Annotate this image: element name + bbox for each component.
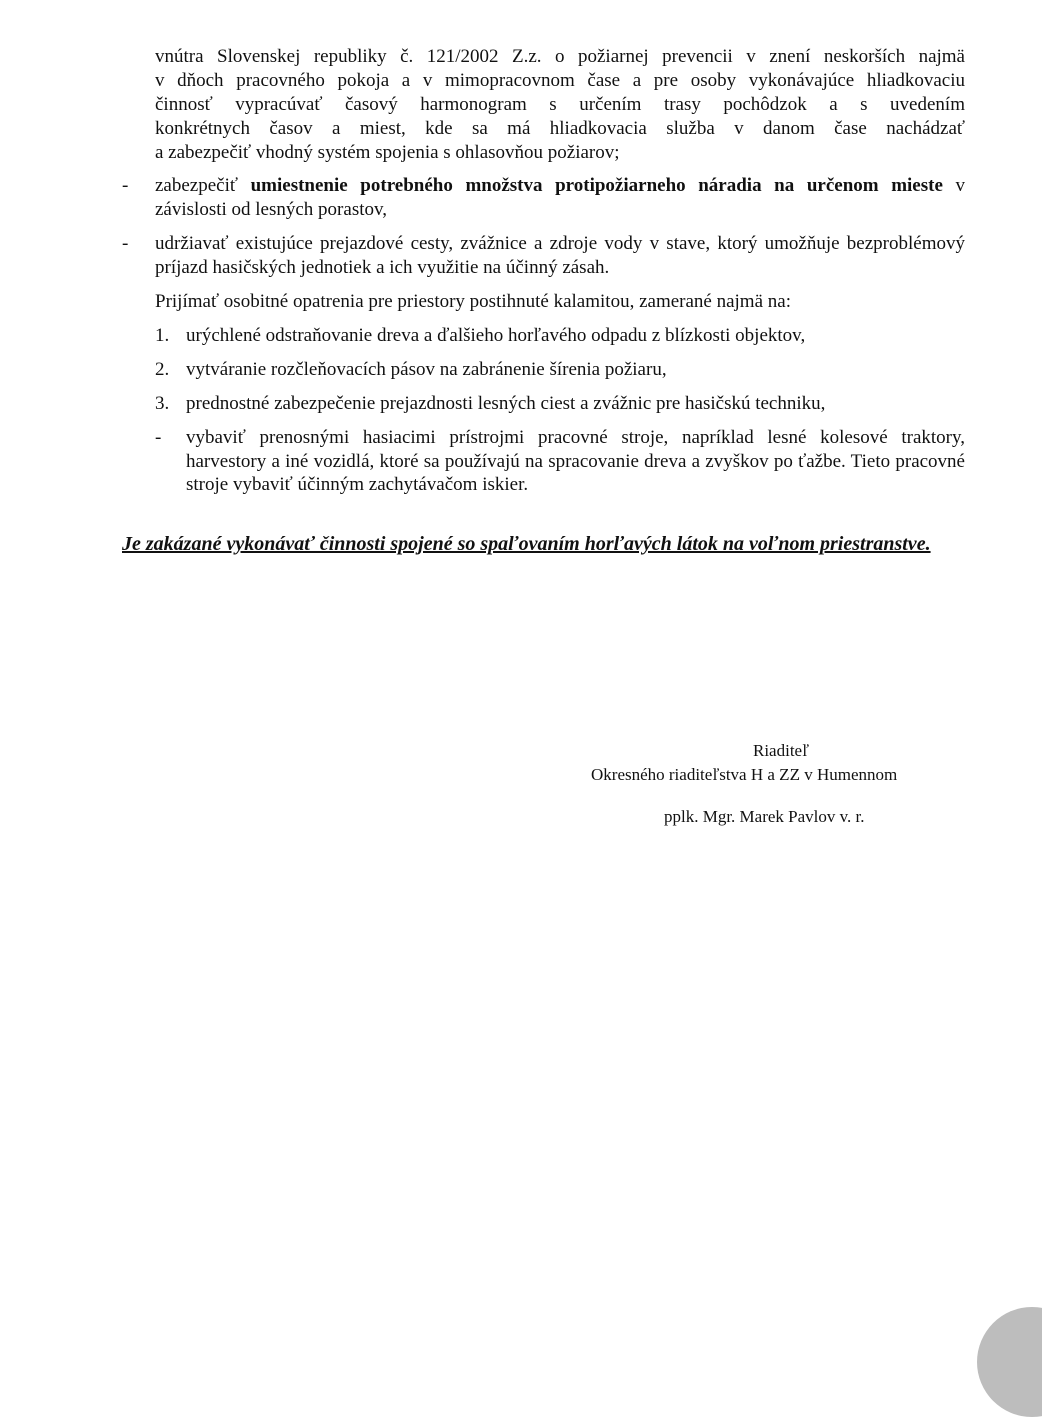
signature-office: Okresného riaditeľstva H a ZZ v Humennom	[591, 765, 898, 784]
list-item: urýchlené odstraňovanie dreva a ďalšieho horľavého odpadu z blízkosti objektov,	[186, 325, 806, 346]
bullet-marker: -	[122, 175, 129, 196]
bullet-prefix: zabezpečiť	[155, 175, 251, 196]
bullet-suffix: v závislosti od lesných porastov,	[155, 175, 965, 220]
list-item-number: 2.	[155, 359, 170, 380]
special-measures-intro: Prijímať osobitné opatrenia pre priestory postihnuté kalamitou, zamerané najmä na:	[155, 291, 791, 312]
list-item-number: 1.	[155, 325, 170, 346]
bullet-item-roads: udržiavať existujúce prejazdové cesty, zvážnice a zdroje vody v stave, ktorý umožňuje bezproblémový príjazd hasičských jednotiek a ich využitie na účinný zásah.	[155, 233, 965, 278]
intro-line: vnútra Slovenskej republiky č. 121/2002 Z.z. o požiarnej prevencii v znení neskorších najmä	[155, 46, 965, 67]
bullet-item-tools	[155, 174, 965, 221]
intro-line: konkrétnych časov a miest, kde sa má hliadkovacia služba v danom čase nachádzať	[155, 118, 965, 139]
intro-line: a zabezpečiť vhodný systém spojenia s ohlasovňou požiarov;	[155, 142, 620, 163]
signature-title: Riaditeľ	[753, 741, 810, 760]
burning-prohibition-notice: Je zakázané vykonávať činnosti spojené so spaľovaním horľavých látok na voľnom priestranstve.	[122, 533, 931, 555]
intro-line: činnosť vypracúvať časový harmonogram s určením trasy pochôdzok a s uvedením	[155, 94, 965, 115]
list-item: prednostné zabezpečenie prejazdnosti lesných ciest a zvážnic pre hasičskú techniku,	[186, 393, 826, 414]
bullet-marker: -	[155, 427, 162, 448]
list-item: vytváranie rozčleňovacích pásov na zabránenie šírenia požiaru,	[186, 359, 667, 380]
page-corner-shadow	[977, 1307, 1042, 1417]
bullet-marker: -	[122, 233, 129, 254]
bullet-bold-text: umiestnenie potrebného množstva protipožiarneho náradia na určenom mieste	[250, 175, 943, 196]
list-item-number: 3.	[155, 393, 170, 414]
bullet-item-machines: vybaviť prenosnými hasiacimi prístrojmi pracovné stroje, napríklad lesné kolesové traktory, harvestory a iné vozidlá, ktoré sa používajú na spracovanie dreva a zvyškov po ťažbe. Tieto pracovné stroje vybaviť účinným zachytávačom iskier.	[186, 427, 965, 496]
signature-name: pplk. Mgr. Marek Pavlov v. r.	[664, 807, 865, 826]
intro-line: v dňoch pracovného pokoja a v mimopracovnom čase a pre osoby vykonávajúce hliadkovaciu	[155, 70, 965, 91]
